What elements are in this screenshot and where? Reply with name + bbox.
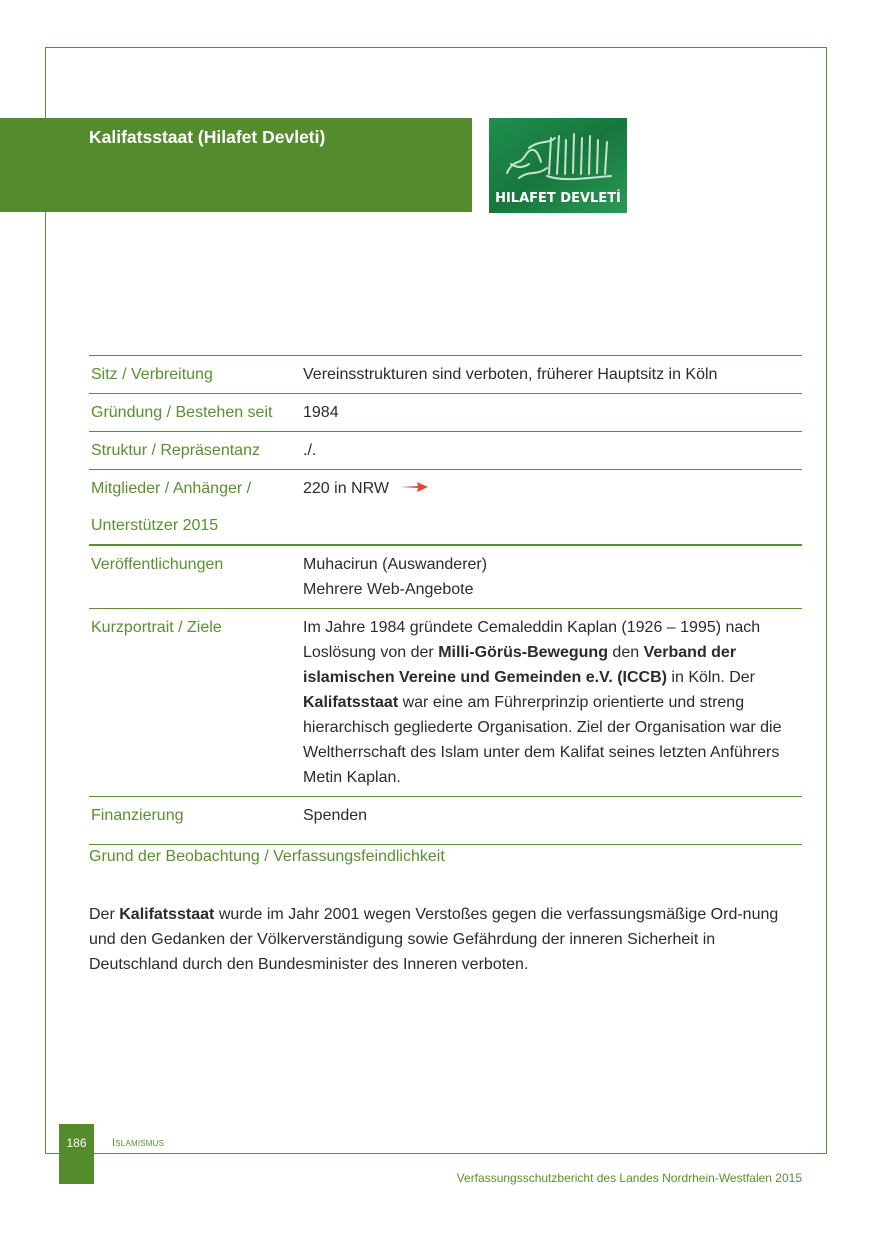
row-value — [301, 470, 802, 546]
text-run-bold: Kalifatsstaat — [303, 694, 399, 711]
label-line: Mitglieder / Anhänger / — [91, 480, 252, 497]
flag-graphic — [489, 118, 627, 213]
table-row — [89, 545, 802, 609]
table-row — [89, 797, 802, 845]
page-number: 186 — [59, 1124, 94, 1184]
table-row — [89, 609, 802, 797]
text-run-bold: Kalifatsstaat — [119, 906, 215, 923]
table-row — [89, 432, 802, 470]
row-label: Struktur / Repräsentanz — [89, 432, 301, 470]
row-label: Gründung / Bestehen seit — [89, 394, 301, 432]
text-run-bold: Verband der islamischen Vereine und Gemeinden e.V. (ICCB) — [303, 644, 737, 686]
row-label — [89, 470, 301, 546]
hilafet-devleti-flag-image — [489, 118, 627, 213]
text-run: Der — [89, 906, 120, 923]
text-run: den — [607, 644, 644, 661]
page-title: Kalifatsstaat (Hilafet Devleti) — [89, 127, 326, 147]
row-value: 1984 — [301, 394, 802, 432]
observation-paragraph — [89, 902, 802, 977]
value-line: Muhacirun (Auswanderer) — [303, 556, 488, 573]
facts-table — [89, 355, 802, 845]
row-value: Spenden — [301, 797, 802, 845]
portrait-text — [301, 609, 802, 797]
flag-caption: HILAFET DEVLETİ — [495, 191, 621, 206]
arrow-right-icon — [399, 476, 429, 501]
text-run-bold: Milli-Görüs-Bewegung — [438, 644, 608, 661]
text-run: Im Jahre 1984 gründete Cemaleddin Kaplan (1926 – 1995) nach Loslösung von der — [303, 619, 761, 661]
row-label: Finanzierung — [89, 797, 301, 845]
row-value: Vereinsstrukturen sind verboten, früherer Hauptsitz in Köln — [301, 356, 802, 394]
publication-footer: Verfassungsschutzbericht des Landes Nordrhein-Westfalen 2015 — [456, 1171, 802, 1185]
section-heading: Grund der Beobachtung / Verfassungsfeindlichkeit — [89, 848, 445, 865]
table-row — [89, 470, 802, 546]
text-run: wurde im Jahr 2001 wegen Verstoßes gegen die verfassungsmäßige Ord-nung und den Gedanken der Völkerverständigung sowie Gefährdung der inneren Sicherheit in Deutschland durch den Bundesminister des Inneren verboten. — [89, 906, 779, 973]
value-line: Mehrere Web-Angebote — [303, 581, 474, 598]
label-line: Unterstützer 2015 — [91, 517, 219, 534]
row-label: Veröffentlichungen — [89, 545, 301, 609]
row-label: Kurzportrait / Ziele — [89, 609, 301, 797]
row-value — [301, 545, 802, 609]
text-run: in Köln. Der — [666, 669, 756, 686]
row-value: ./. — [301, 432, 802, 470]
table-row — [89, 394, 802, 432]
running-header: Islamismus — [112, 1137, 165, 1149]
row-label: Sitz / Verbreitung — [89, 356, 301, 394]
table-row — [89, 356, 802, 394]
title-band — [0, 118, 472, 212]
member-count: 220 in NRW — [303, 480, 389, 497]
text-run: war eine am Führerprinzip orientierte und streng hierarchisch gegliederte Organisation. Ziel der Organisation war die Weltherrschaft des Islam unter dem Kalifat seines letzten Anführers Metin Kaplan. — [303, 694, 782, 786]
